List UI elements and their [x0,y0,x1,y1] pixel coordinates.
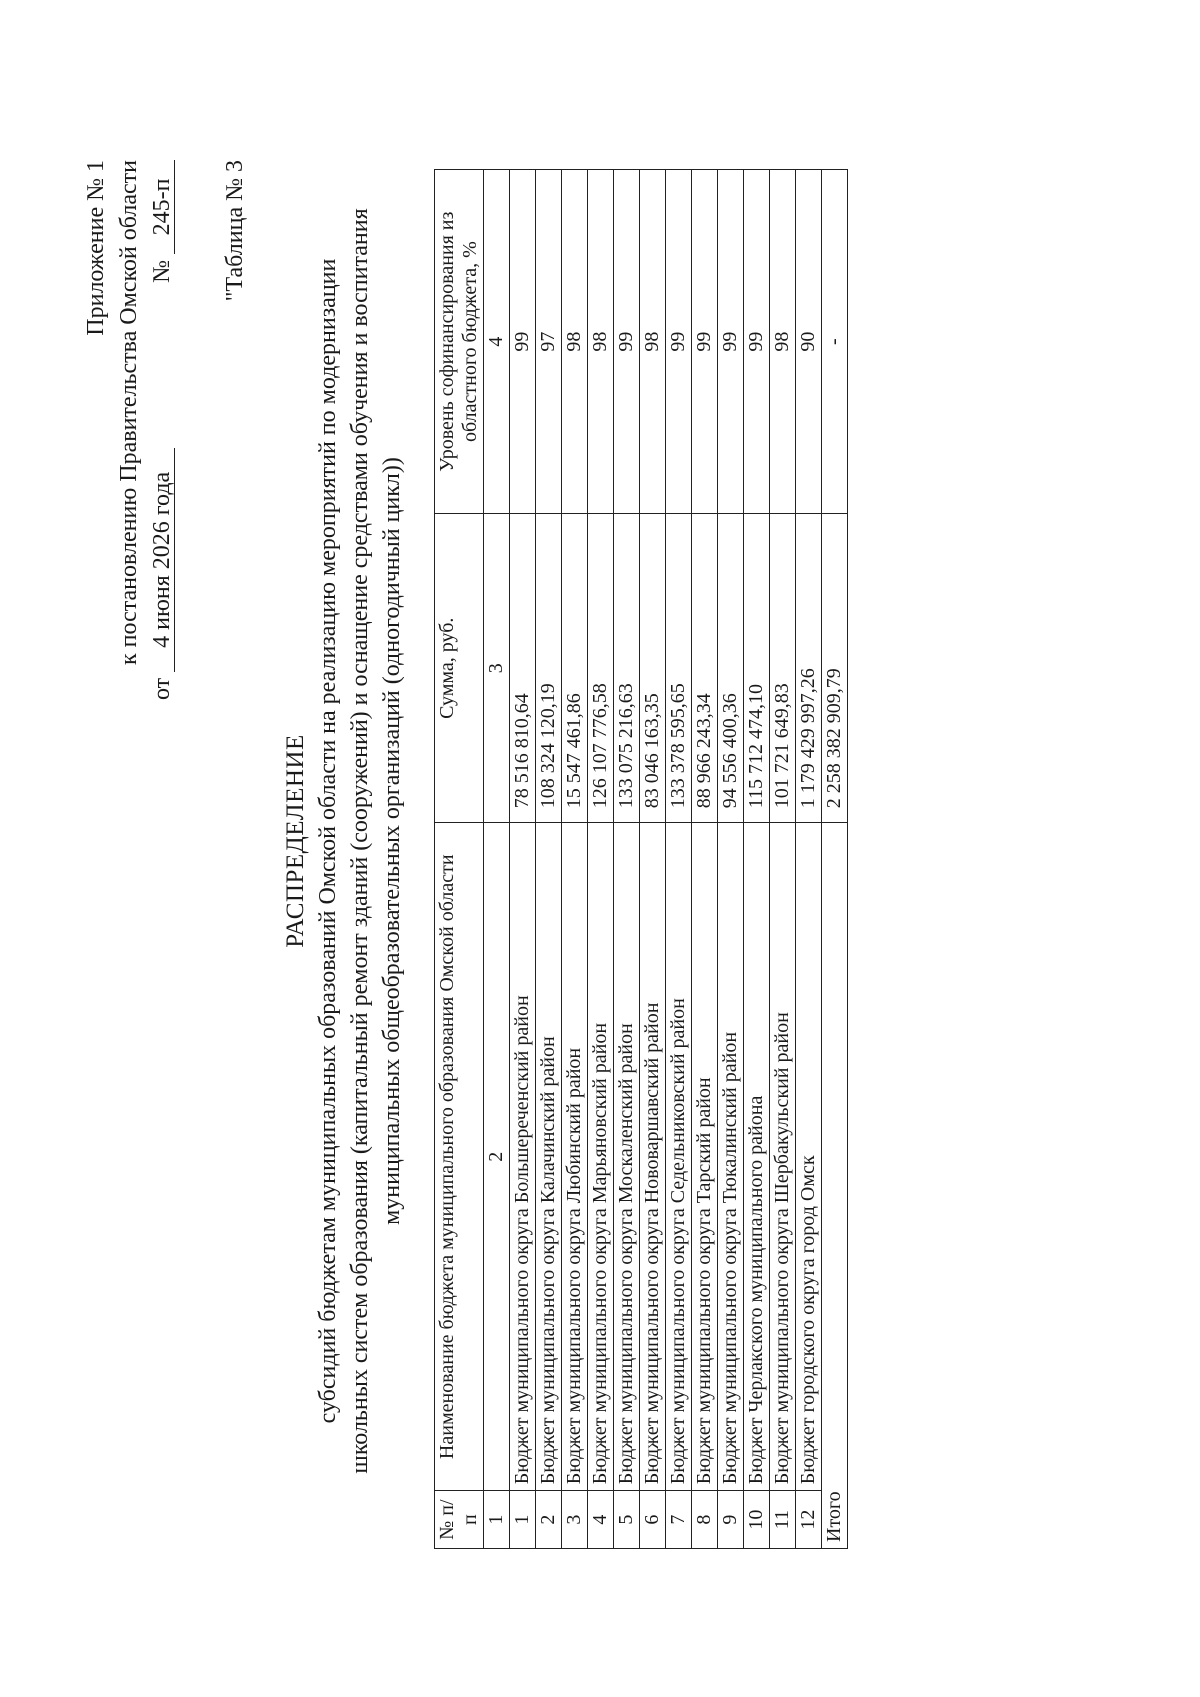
table-row [536,170,562,1549]
row-sum: 15 547 461,86 [562,514,588,823]
appendix-block [80,160,179,700]
row-sum: 101 721 649,83 [770,514,796,823]
header-pct: Уровень софинансирования из областного бюджета, % [435,170,484,514]
index-pct: 4 [484,170,510,514]
header-sum: Сумма, руб. [435,514,484,823]
table-row [718,170,744,1549]
row-pct: 98 [640,170,666,514]
row-pct: 98 [588,170,614,514]
heading-line-2: школьных систем образования (капитальный ремонт зданий (сооружений) и оснащение средствами обучения и воспитания [347,208,373,1474]
row-sum: 126 107 776,58 [588,514,614,823]
header-name: Наименование бюджета муниципального образования Омской области [435,823,484,1491]
row-sum: 94 556 400,36 [718,514,744,823]
index-name: 2 [484,823,510,1491]
row-pct: 99 [692,170,718,514]
row-num: 11 [770,1491,796,1549]
table-row [796,170,822,1549]
row-num: 6 [640,1491,666,1549]
row-sum: 133 075 216,63 [614,514,640,823]
row-pct: 90 [796,170,822,514]
row-name: Бюджет муниципального округа Шербакульский район [770,823,796,1491]
table-label: "Таблица № 3 [222,160,248,302]
distribution-table [434,169,848,1549]
row-name: Бюджет муниципального округа Тарский район [692,823,718,1491]
number-value: 245-п [150,160,175,254]
number-prefix: № [149,260,175,283]
table-row [666,170,692,1549]
document-heading [280,70,408,1612]
row-sum: 108 324 120,19 [536,514,562,823]
row-pct: 99 [718,170,744,514]
row-sum: 78 516 810,64 [510,514,536,823]
row-num: 5 [614,1491,640,1549]
row-pct: 99 [510,170,536,514]
row-num: 3 [562,1491,588,1549]
row-name: Бюджет Черлакского муниципального района [744,823,770,1491]
row-name: Бюджет муниципального округа Любинский район [562,823,588,1491]
row-name: Бюджет муниципального округа Калачинский район [536,823,562,1491]
row-name: Бюджет муниципального округа Седельниковский район [666,823,692,1491]
row-sum: 88 966 243,34 [692,514,718,823]
row-sum: 1 179 429 997,26 [796,514,822,823]
row-name: Бюджет муниципального округа Москаленский район [614,823,640,1491]
index-num: 1 [484,1491,510,1549]
row-name: Бюджет муниципального округа Нововаршавский район [640,823,666,1491]
row-num: 4 [588,1491,614,1549]
row-num: 8 [692,1491,718,1549]
row-num: 2 [536,1491,562,1549]
table-index-row [484,170,510,1549]
row-pct: 99 [744,170,770,514]
row-pct: 99 [666,170,692,514]
table-row [744,170,770,1549]
appendix-title: Приложение № 1 [83,160,109,336]
row-sum: 133 378 595,65 [666,514,692,823]
header-num: № п/п [435,1491,484,1549]
row-pct: 99 [614,170,640,514]
date-value: 4 июня 2026 года [150,448,175,672]
table-row [770,170,796,1549]
date-prefix: от [149,677,175,700]
table-row [510,170,536,1549]
index-sum: 3 [484,514,510,823]
row-name: Бюджет городского округа город Омск [796,823,822,1491]
appendix-reference: к постановлению Правительства Омской области [116,160,142,666]
row-num: 9 [718,1491,744,1549]
table-row [588,170,614,1549]
row-name: Бюджет муниципального округа Тюкалинский район [718,823,744,1491]
row-num: 12 [796,1491,822,1549]
row-num: 7 [666,1491,692,1549]
row-sum: 115 712 474,10 [744,514,770,823]
table-row [640,170,666,1549]
heading-title: РАСПРЕДЕЛЕНИЕ [282,734,309,948]
row-pct: 97 [536,170,562,514]
row-num: 1 [510,1491,536,1549]
table-row [614,170,640,1549]
table-total-row [822,170,848,1549]
table-row [562,170,588,1549]
total-label: Итого [822,823,848,1549]
table-row [692,170,718,1549]
row-name: Бюджет муниципального округа Большереченский район [510,823,536,1491]
heading-line-1: субсидий бюджетам муниципальных образований Омской области на реализацию мероприятий по модернизации [315,258,341,1424]
row-sum: 83 046 163,35 [640,514,666,823]
total-sum: 2 258 382 909,79 [822,514,848,823]
row-pct: 98 [770,170,796,514]
table-header-row [435,170,484,1549]
appendix-date-line [146,160,179,700]
row-name: Бюджет муниципального округа Марьяновский район [588,823,614,1491]
heading-line-3: муниципальных общеобразовательных организаций (одногодичный цикл)) [379,457,405,1225]
total-pct: - [822,170,848,514]
row-num: 10 [744,1491,770,1549]
row-pct: 98 [562,170,588,514]
